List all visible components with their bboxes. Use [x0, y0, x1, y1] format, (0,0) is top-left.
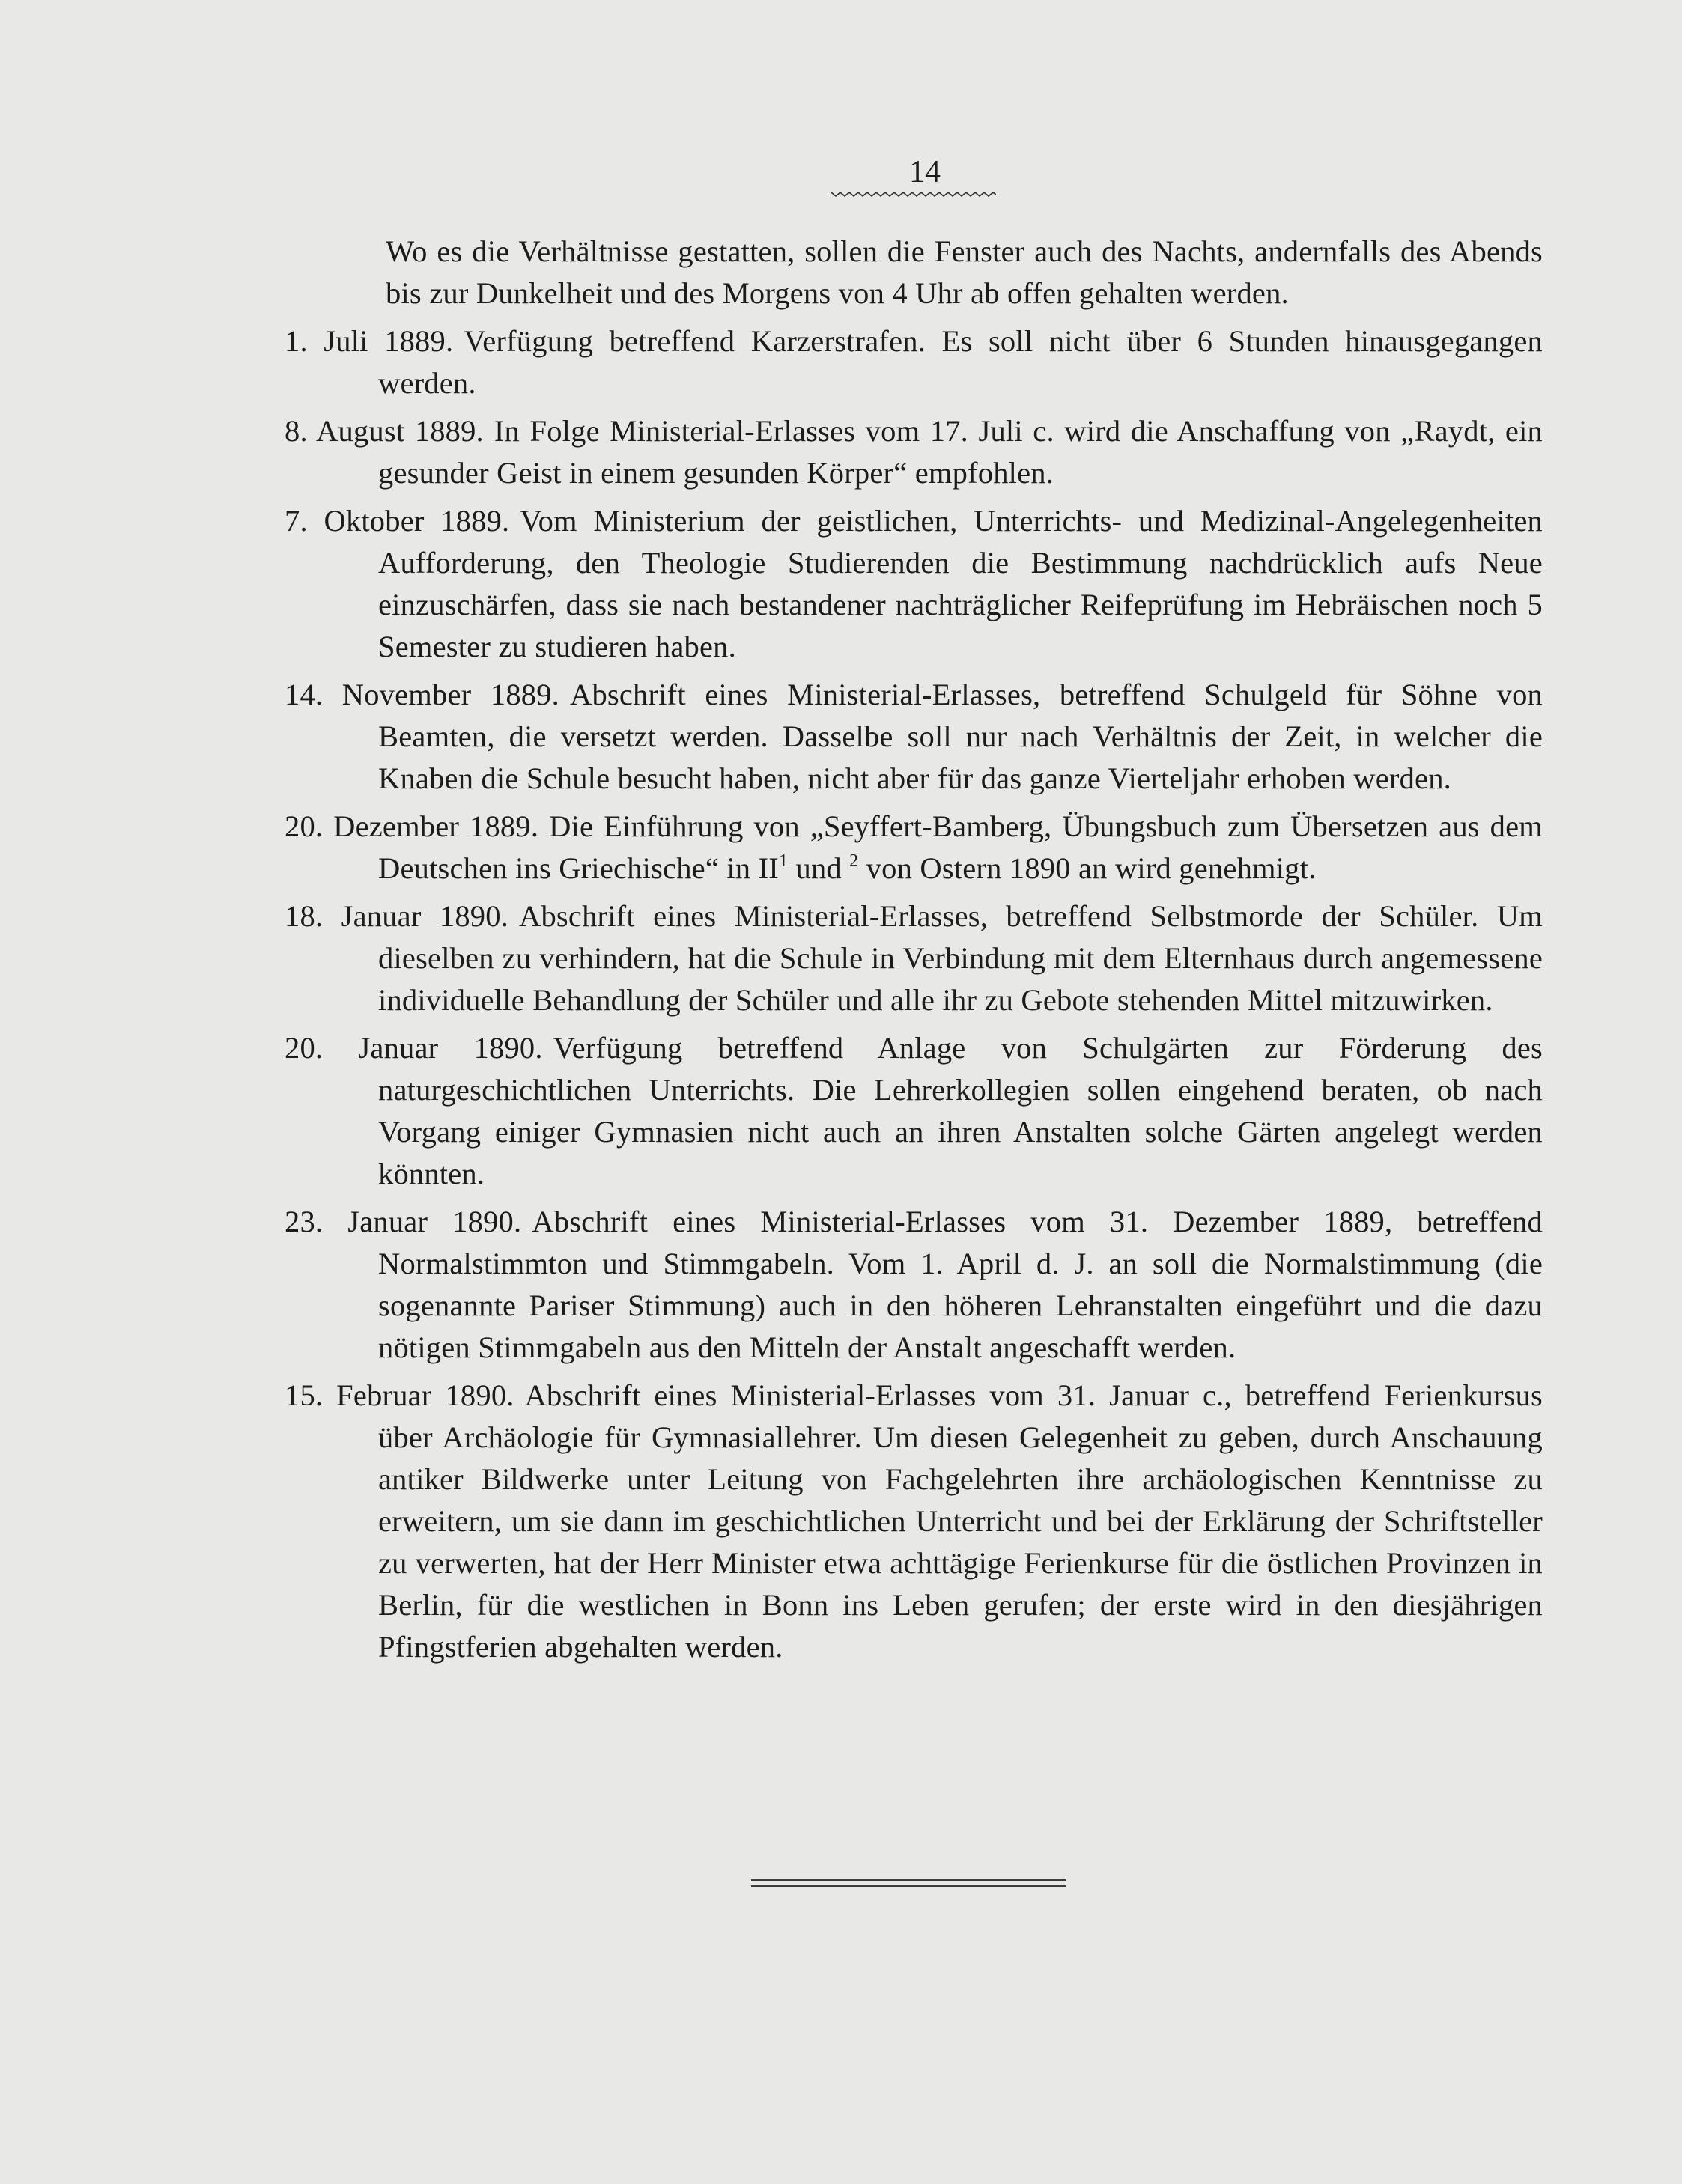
- entry-date: 15. Februar 1890.: [285, 1378, 514, 1412]
- entry-text: Verfügung betreffend Anlage von Schulgärten zur Förderung des naturgeschichtlichen Unterrichts. Die Lehrerkollegien sollen eingehend beraten, ob nach Vorgang einiger Gymnasien nicht auch an ihren Anstalten solche Gärten angelegt werden könnten.: [378, 1031, 1543, 1190]
- end-rule-line-bottom: [751, 1885, 1066, 1887]
- entry-1890-01-18: [285, 895, 1543, 1021]
- entry-date: 8. August 1889.: [285, 414, 484, 448]
- entry-text-middle: und: [788, 851, 850, 885]
- entry-text: In Folge Ministerial-Erlasses vom 17. Juli c. wird die Anschaffung von „Raydt, ein gesunder Geist in einem gesunden Körper“ empfohlen.: [378, 414, 1543, 490]
- entry-text: Abschrift eines Ministerial-Erlasses, betreffend Selbstmorde der Schüler. Um dieselben zu verhindern, hat die Schule in Verbindung mit dem Elternhaus durch angemessene individuelle Behandlung der Schüler und alle ihr zu Gebote stehenden Mittel mitzuwirken.: [378, 899, 1543, 1017]
- entry-text-after: von Ostern 1890 an wird genehmigt.: [858, 851, 1317, 885]
- superscript-2: 2: [849, 851, 859, 871]
- entry-1889-12-20: [285, 806, 1543, 889]
- entry-date: 1. Juli 1889.: [285, 324, 454, 358]
- entry-text: Verfügung betreffend Karzerstrafen. Es soll nicht über 6 Stunden hinausgegangen werden.: [378, 324, 1543, 400]
- page-number: 14: [909, 155, 941, 189]
- intro-paragraph: Wo es die Verhältnisse gestatten, sollen die Fenster auch des Nachts, andernfalls des Abends bis zur Dunkelheit und des Morgens von 4 Uhr ab offen gehalten werden.: [386, 234, 1543, 310]
- entry-date: 7. Oktober 1889.: [285, 504, 510, 538]
- entry-date: 20. Januar 1890.: [285, 1031, 543, 1065]
- entry-1890-02-15: [285, 1375, 1543, 1668]
- entry-1889-11-14: [285, 674, 1543, 800]
- entry-text: Abschrift eines Ministerial-Erlasses vom 31. Januar c., betreffend Ferienkursus über Archäologie für Gymnasiallehrer. Um diesen Gelegenheit zu geben, durch Anschauung antiker Bildwerke unter Leitung von Fachgelehrten ihre archäologischen Kenntnisse zu erweitern, um sie dann im geschichtlichen Unterricht und bei der Erklärung der Schriftsteller zu verwerten, hat der Herr Minister etwa achttägige Ferienkurse für die östlichen Provinzen in Berlin, für die westlichen in Bonn ins Leben gerufen; der erste wird in den diesjährigen Pfingstferien abgehalten werden.: [378, 1378, 1543, 1664]
- entry-1890-01-23: [285, 1201, 1543, 1369]
- entry-1889-07-01: [285, 320, 1543, 404]
- entry-1889-08-08: [285, 410, 1543, 494]
- end-double-rule: [751, 1879, 1066, 1888]
- page-number-wavy-underline: [831, 190, 996, 198]
- main-text: [285, 231, 1543, 1674]
- entry-text: Abschrift eines Ministerial-Erlasses, betreffend Schulgeld für Söhne von Beamten, die versetzt werden. Dasselbe soll nur nach Verhältnis der Zeit, in welcher die Knaben die Schule besucht haben, nicht aber für das ganze Vierteljahr erhoben werden.: [378, 678, 1543, 795]
- entry-date: 14. November 1889.: [285, 678, 560, 711]
- superscript-1: 1: [778, 851, 789, 871]
- entry-text: Abschrift eines Ministerial-Erlasses vom 31. Dezember 1889, betreffend Normalstimmton und Stimmgabeln. Vom 1. April d. J. an soll die Normalstimmung (die sogenannte Pariser Stimmung) auch in den höheren Lehranstalten eingeführt und die dazu nötigen Stimmgabeln aus den Mitteln der Anstalt angeschafft werden.: [378, 1205, 1543, 1364]
- entry-date: 18. Januar 1890.: [285, 899, 509, 933]
- entry-1890-01-20: [285, 1027, 1543, 1195]
- entry-text-before: Die Einführung von „Seyffert-Bamberg, Übungsbuch zum Übersetzen aus dem Deutschen ins Griechische“ in II: [378, 809, 1543, 885]
- entry-1889-10-07: [285, 500, 1543, 668]
- end-rule-line-top: [751, 1879, 1066, 1881]
- entry-text: Vom Ministerium der geistlichen, Unterrichts- und Medizinal-Angelegenheiten Aufforderung, den Theologie Studierenden die Bestimmung nachdrücklich aufs Neue einzuschärfen, dass sie nach bestandener nachträglicher Reifeprüfung im Hebräischen noch 5 Semester zu studieren haben.: [378, 504, 1543, 663]
- entry-date: 20. Dezember 1889.: [285, 809, 539, 843]
- entry-date: 23. Januar 1890.: [285, 1205, 522, 1238]
